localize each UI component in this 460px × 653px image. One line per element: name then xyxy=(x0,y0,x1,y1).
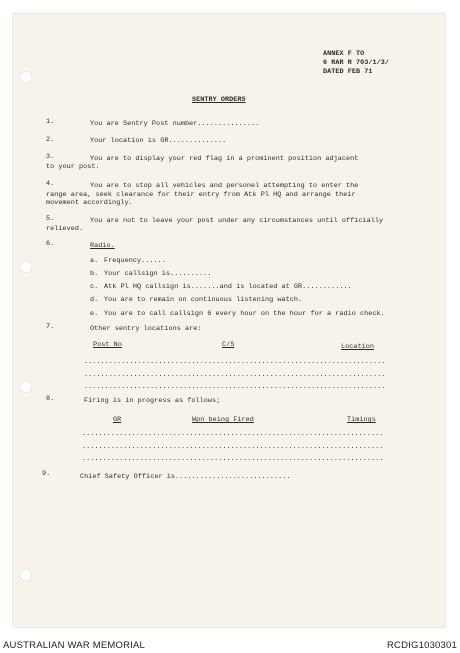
item-text: You are to stop all vehicles and personel attempting to enter the xyxy=(90,182,359,190)
annex-line-3: DATED FEB 71 xyxy=(323,68,373,76)
item-text: You are to display your red flag in a prominent position adjacent xyxy=(90,155,359,163)
punch-hole xyxy=(20,569,32,581)
radio-sub-text: You are to call callsign 6 every hour on the hour for a radio check. xyxy=(104,310,385,318)
item-number: 9. xyxy=(42,470,51,478)
item-number: 3. xyxy=(46,153,55,161)
item-text: Firing is in progress as follows; xyxy=(84,397,221,405)
column-header: C/S xyxy=(222,341,235,349)
item-text: Chief Safety Officer is............................ xyxy=(80,473,291,481)
column-header: Location xyxy=(341,343,375,351)
item-number: 5. xyxy=(46,215,55,223)
annex-line-2: 6 RAR R 703/1/3/ xyxy=(323,59,390,67)
punch-hole xyxy=(20,71,32,83)
item-text: range area, seek clearance for their entry from Atk Pl HQ and arrange their xyxy=(46,191,356,199)
item-number: 1. xyxy=(46,118,55,126)
dotted-line: ......................................................................... xyxy=(82,455,384,463)
item-text: to your post. xyxy=(46,163,100,171)
item-text: Your location is GR.............. xyxy=(90,137,227,145)
dotted-line: ......................................................................... xyxy=(82,430,384,438)
dotted-line: ......................................................................... xyxy=(82,443,384,451)
radio-sub-letter: a. xyxy=(90,257,99,265)
dotted-line: ......................................................................... xyxy=(84,371,386,379)
item-text: Other sentry locations are: xyxy=(90,325,202,333)
item-number: 6. xyxy=(46,240,55,248)
radio-sub-text: Frequency...... xyxy=(104,257,166,265)
footer-source: AUSTRALIAN WAR MEMORIAL xyxy=(3,640,146,651)
item-number: 7. xyxy=(46,323,55,331)
item-text: relieved. xyxy=(46,225,84,233)
item-text: You are Sentry Post number............... xyxy=(90,120,260,128)
radio-sub-text: Atk Pl HQ callsign is.......and is located at GR............ xyxy=(104,283,352,291)
item-number: 8. xyxy=(46,395,55,403)
radio-sub-text: Your callsign is.......... xyxy=(104,270,212,278)
dotted-line: ......................................................................... xyxy=(84,358,386,366)
column-header: Post No xyxy=(93,341,122,349)
column-header: Wpn being Fired xyxy=(192,416,254,424)
radio-sub-letter: e. xyxy=(90,310,99,318)
item-text: You are not to leave your post under any circumstances until officially xyxy=(90,217,384,225)
dotted-line: ......................................................................... xyxy=(84,383,386,391)
document-title: SENTRY ORDERS xyxy=(192,96,246,104)
radio-sub-letter: b. xyxy=(90,270,99,278)
item-number: 2. xyxy=(46,136,55,144)
radio-sub-letter: d. xyxy=(90,296,99,304)
document-page xyxy=(13,14,445,627)
item-text: movement accordingly. xyxy=(46,199,133,207)
item-number: 4. xyxy=(46,180,55,188)
annex-line-1: ANNEX F TO xyxy=(323,50,365,58)
punch-hole xyxy=(20,381,32,393)
column-header: Timings xyxy=(347,416,376,424)
footer-id: RCDIG1030301 xyxy=(387,640,457,651)
radio-sub-text: You are to remain on continuous listening watch. xyxy=(104,296,303,304)
column-header: GR xyxy=(113,416,122,424)
punch-hole xyxy=(20,261,32,273)
radio-heading: Radio. xyxy=(90,242,115,250)
radio-sub-letter: c. xyxy=(90,283,99,291)
